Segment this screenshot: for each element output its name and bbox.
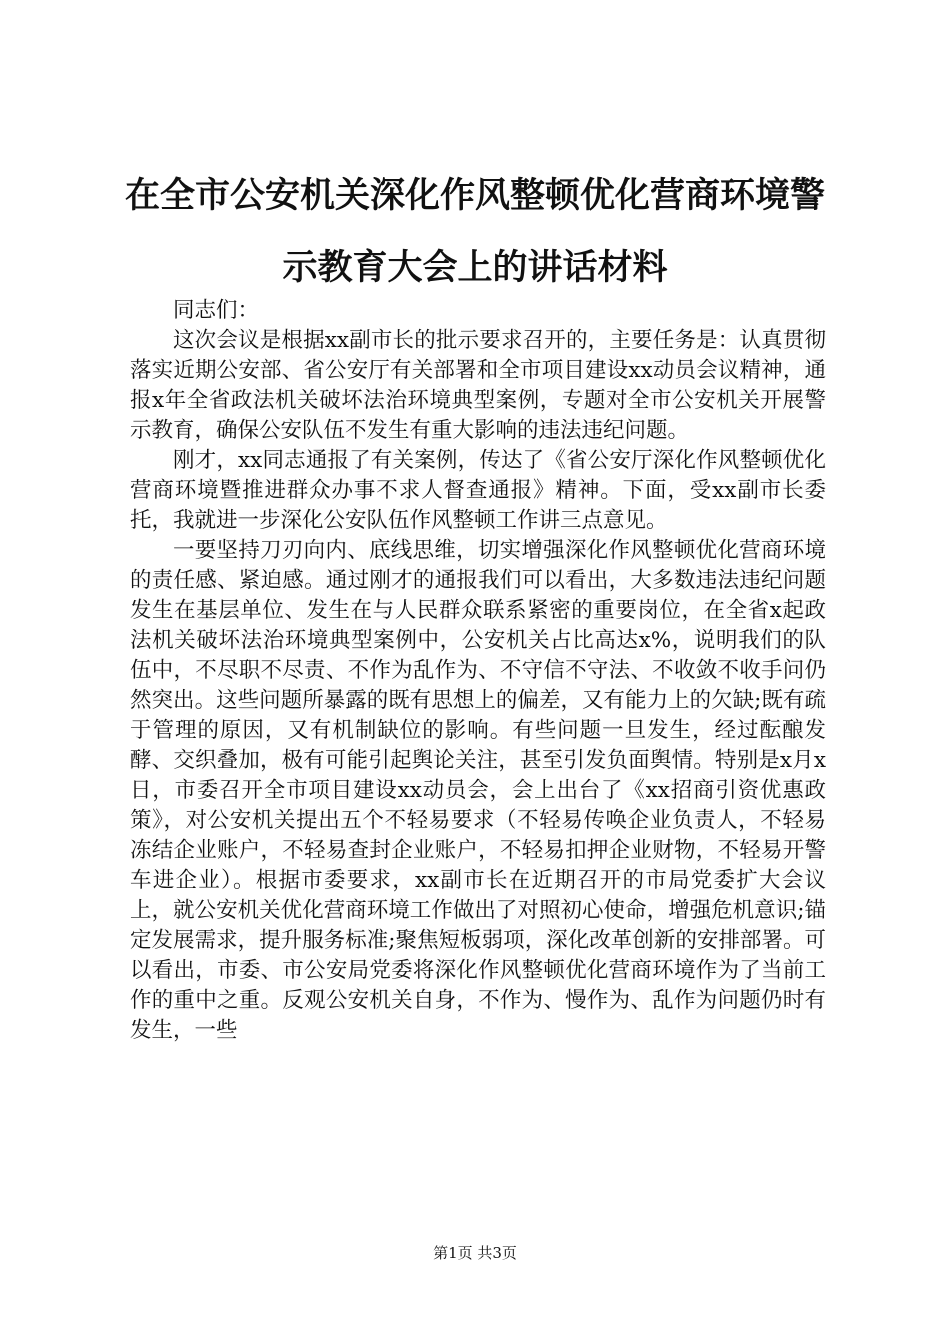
document-body	[130, 296, 826, 1046]
paragraph-1: 这次会议是根据xx副市长的批示要求召开的，主要任务是：认真贯彻落实近期公安部、省公安厅有关部署和全市项目建设xx动员会议精神，通报x年全省政法机关破坏法治环境典型案例，专题对全市公安机关开展警示教育，确保公安队伍不发生有重大影响的违法违纪问题。	[130, 328, 826, 443]
document-title: 在全市公安机关深化作风整顿优化营商环境警示教育大会上的讲话材料	[124, 176, 825, 288]
page-footer	[0, 1243, 950, 1263]
paragraph-2: 刚才，xx同志通报了有关案例，传达了《省公安厅深化作风整顿优化营商环境暨推进群众办事不求人督查通报》精神。下面，受xx副市长委托，我就进一步深化公安队伍作风整顿工作讲三点意见。	[130, 448, 826, 533]
salutation: 同志们：	[173, 298, 260, 323]
page-number: 第1页 共3页	[433, 1244, 517, 1262]
paragraph-3: 一要坚持刀刃向内、底线思维，切实增强深化作风整顿优化营商环境的责任感、紧迫感。通过刚才的通报我们可以看出，大多数违法违纪问题发生在基层单位、发生在与人民群众联系紧密的重要岗位，在全省x起政法机关破坏法治环境典型案例中，公安机关占比高达x%，说明我们的队伍中，不尽职不尽责、不作为乱作为、不守信不守法、不收敛不收手问仍然突出。这些问题所暴露的既有思想上的偏差，又有能力上的欠缺;既有疏于管理的原因，又有机制缺位的影响。有些问题一旦发生，经过酝酿发酵、交织叠加，极有可能引起舆论关注，甚至引发负面舆情。特别是x月x日，市委召开全市项目建设xx动员会，会上出台了《xx招商引资优惠政策》，对公安机关提出五个不轻易要求（不轻易传唤企业负责人，不轻易冻结企业账户，不轻易查封企业账户，不轻易扣押企业财物，不轻易开警车进企业）。根据市委要求，xx副市长在近期召开的市局党委扩大会议上，就公安机关优化营商环境工作做出了对照初心使命，增强危机意识;锚定发展需求，提升服务标准;聚焦短板弱项，深化改革创新的安排部署。可以看出，市委、市公安局党委将深化作风整顿优化营商环境作为了当前工作的重中之重。反观公安机关自身，不作为、慢作为、乱作为问题仍时有发生，一些	[130, 538, 826, 1043]
